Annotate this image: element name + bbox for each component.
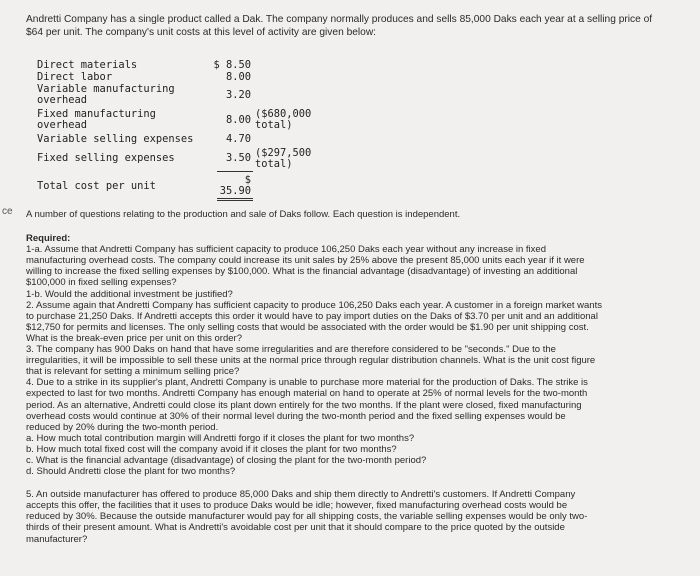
question-item: c. What is the financial advantage (disadvantage) of closing the plant for the two-month period?	[26, 454, 427, 466]
total-amount: $ 35.90	[219, 174, 251, 197]
cost-label: Direct labor	[37, 71, 113, 83]
question-item: a. How much total contribution margin will Andretti forgo if it closes the plant for two months?	[26, 432, 415, 444]
cost-amount: 3.20	[225, 89, 251, 101]
intro-paragraph: Andretti Company has a single product called a Dak. The company normally produces and sells 85,000 Daks each year at a selling price of $64 per unit. The company's unit costs at this level of activity are given below:	[26, 14, 653, 38]
cost-label: Variable selling expenses	[37, 133, 194, 145]
edge-label: ce	[2, 206, 13, 217]
lead-sentence: A number of questions relating to the production and sale of Daks follow. Each question is independent.	[26, 209, 461, 220]
cost-amount: 3.50	[225, 152, 251, 164]
cost-amount: 8.00	[225, 71, 251, 83]
cost-amount: $ 8.50	[213, 59, 251, 71]
total-double-rule	[217, 198, 253, 201]
question-item: 5. An outside manufacturer has offered to produce 85,000 Daks and ship them directly to Andretti's customers. If Andretti Company accepts this offer, the facilities that it uses to produce Daks would be idle; however, fixed manufacturing overhead costs would be reduced by 30%. Because the outside manufacturer would pay for all shipping costs, the variable selling expenses would be only two-thirds of their present amount. What is Andretti's avoidable cost per unit that it should compare to the price quoted by the outside manufacturer?	[26, 489, 588, 545]
cost-label: Fixed selling expenses	[37, 152, 175, 164]
question-item: 1-b. Would the additional investment be justified?	[26, 288, 233, 300]
question-item: 2. Assume again that Andretti Company has sufficient capacity to produce 106,250 Daks each year. A customer in a foreign market wants to purchase 21,250 Daks. If Andretti accepts this order it would have to pay import duties on the Daks of $3.70 per unit and an additional $12,750 for permits and licenses. The only selling costs that would be associated with the order would be $1.90 per unit shipping cost. What is the break-even price per unit on this order?	[26, 299, 602, 344]
question-item: d. Should Andretti close the plant for two months?	[26, 466, 236, 478]
question-item: 1-a. Assume that Andretti Company has sufficient capacity to produce 106,250 Daks each year without any increase in fixed manufacturing overhead costs. The company could increase its unit sales by 25% above the present 85,000 units each year if it were willing to increase the fixed selling expenses by $100,000. What is the financial advantage (disadvantage) of investing an additional $100,000 in fixed selling expenses?	[26, 244, 585, 289]
cost-label: Direct materials	[37, 59, 138, 71]
required-heading: Required:	[26, 233, 71, 245]
questions-section	[26, 209, 602, 545]
cost-label: Fixed manufacturing overhead	[37, 108, 156, 131]
question-item: 4. Due to a strike in its supplier's plant, Andretti Company is unable to purchase more material for the production of Daks. The strike is expected to last for two months. Andretti Company has enough material on hand to operate at 25% of normal levels for the two-month period. As an alternative, Andretti could close its plant down entirely for the two months. If the plant were closed, fixed manufacturing overhead costs would continue at 30% of their normal level during the two-month period and the fixed selling expenses would be reduced by 20% during the two-month period.	[26, 377, 588, 433]
total-label: Total cost per unit	[37, 180, 156, 192]
subtotal-rule	[217, 171, 253, 172]
cost-note: ($297,500 total)	[255, 147, 312, 170]
cost-label: Variable manufacturing overhead	[37, 83, 175, 106]
question-item: b. How much total fixed cost will the company avoid if it closes the plant for two months?	[26, 443, 397, 455]
cost-amount: 4.70	[225, 133, 251, 145]
cost-note: ($680,000 total)	[255, 108, 312, 131]
cost-amount: 8.00	[225, 114, 251, 126]
question-item: 3. The company has 900 Daks on hand that have some irregularities and are therefore considered to be "seconds." Due to the irregularities, it will be impossible to sell these units at the normal price through regular distribution channels. What is the unit cost figure that is relevant for setting a minimum selling price?	[26, 344, 596, 378]
